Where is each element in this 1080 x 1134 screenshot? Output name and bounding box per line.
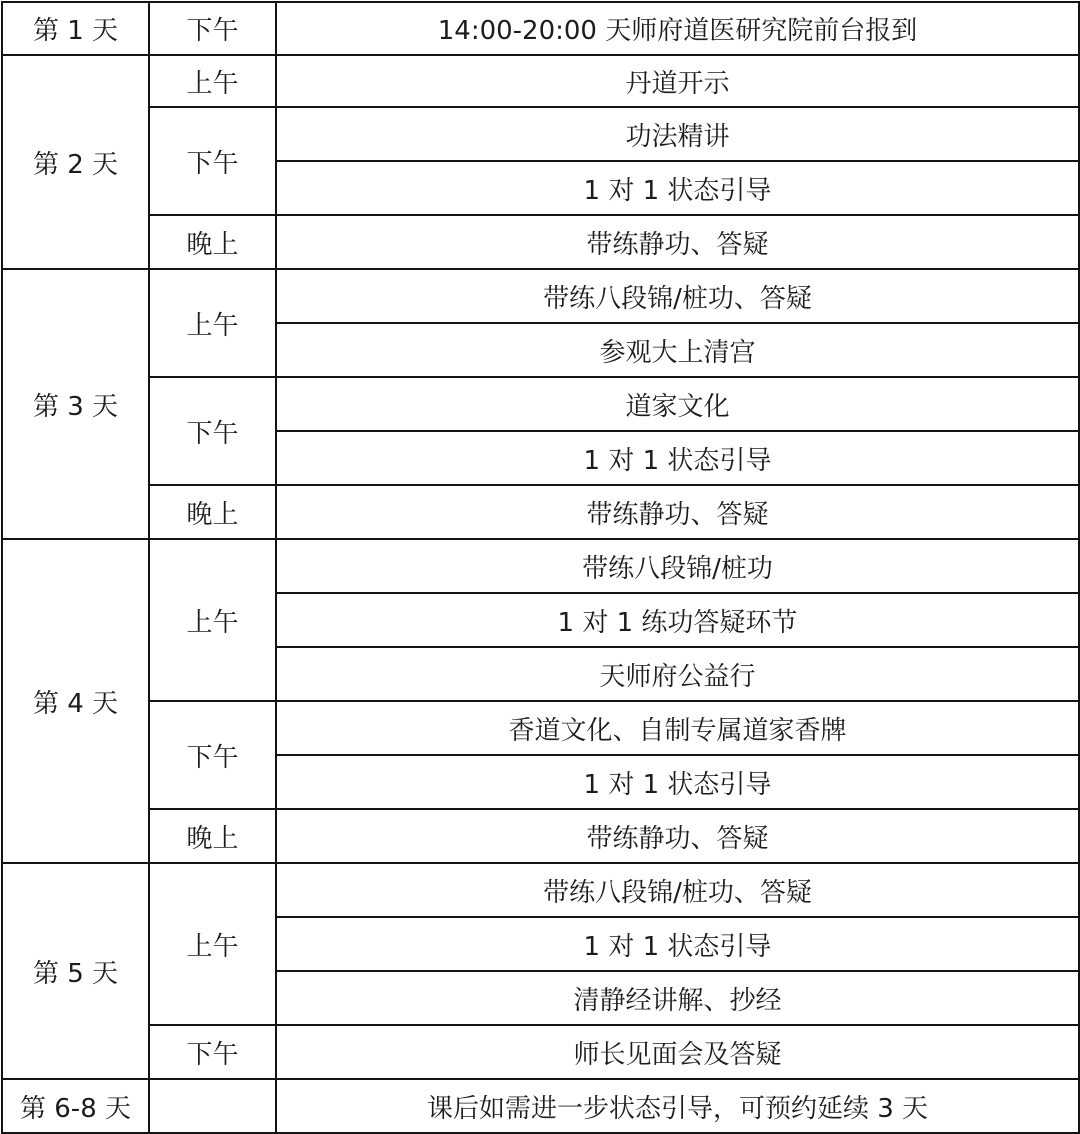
- activity-cell: 带练静功、答疑: [276, 809, 1079, 863]
- schedule-table: [1, 1, 1080, 1134]
- period-label: 下午: [149, 701, 276, 809]
- activity-cell: 天师府公益行: [276, 647, 1079, 701]
- activity-cell: 清静经讲解、抄经: [276, 971, 1079, 1025]
- activity-cell: 课后如需进一步状态引导，可预约延续 3 天: [276, 1079, 1079, 1133]
- activity-cell: 1 对 1 状态引导: [276, 917, 1079, 971]
- day-label: 第 3 天: [2, 269, 149, 539]
- day-label: 第 6-8 天: [2, 1079, 149, 1133]
- activity-cell: 1 对 1 状态引导: [276, 161, 1079, 215]
- period-label: 下午: [149, 107, 276, 215]
- activity-cell: 带练静功、答疑: [276, 485, 1079, 539]
- period-label: 晚上: [149, 809, 276, 863]
- period-label: [149, 1079, 276, 1133]
- day-label: 第 4 天: [2, 539, 149, 863]
- activity-cell: 1 对 1 状态引导: [276, 755, 1079, 809]
- activity-cell: 香道文化、自制专属道家香牌: [276, 701, 1079, 755]
- period-label: 上午: [149, 863, 276, 1025]
- activity-cell: 功法精讲: [276, 107, 1079, 161]
- table-row: [2, 701, 1079, 755]
- table-row: [2, 809, 1079, 863]
- activity-cell: 参观大上清宫: [276, 323, 1079, 377]
- period-label: 下午: [149, 377, 276, 485]
- period-label: 上午: [149, 55, 276, 107]
- activity-cell: 1 对 1 练功答疑环节: [276, 593, 1079, 647]
- day-label: 第 1 天: [2, 2, 149, 55]
- activity-cell: 带练静功、答疑: [276, 215, 1079, 269]
- table-row: [2, 2, 1079, 55]
- period-label: 晚上: [149, 215, 276, 269]
- table-row: [2, 1079, 1079, 1133]
- schedule-body: [2, 2, 1079, 1133]
- activity-cell: 1 对 1 状态引导: [276, 431, 1079, 485]
- table-row: [2, 485, 1079, 539]
- activity-cell: 带练八段锦/桩功、答疑: [276, 269, 1079, 323]
- activity-cell: 师长见面会及答疑: [276, 1025, 1079, 1079]
- activity-cell: 带练八段锦/桩功: [276, 539, 1079, 593]
- table-row: [2, 539, 1079, 593]
- table-row: [2, 377, 1079, 431]
- period-label: 下午: [149, 1025, 276, 1079]
- period-label: 上午: [149, 269, 276, 377]
- table-row: [2, 863, 1079, 917]
- period-label: 晚上: [149, 485, 276, 539]
- table-row: [2, 269, 1079, 323]
- activity-cell: 带练八段锦/桩功、答疑: [276, 863, 1079, 917]
- table-row: [2, 215, 1079, 269]
- day-label: 第 5 天: [2, 863, 149, 1079]
- activity-cell: 丹道开示: [276, 55, 1079, 107]
- period-label: 上午: [149, 539, 276, 701]
- activity-cell: 道家文化: [276, 377, 1079, 431]
- day-label: 第 2 天: [2, 55, 149, 269]
- period-label: 下午: [149, 2, 276, 55]
- activity-cell: 14:00-20:00 天师府道医研究院前台报到: [276, 2, 1079, 55]
- table-row: [2, 55, 1079, 107]
- table-row: [2, 1025, 1079, 1079]
- table-row: [2, 107, 1079, 161]
